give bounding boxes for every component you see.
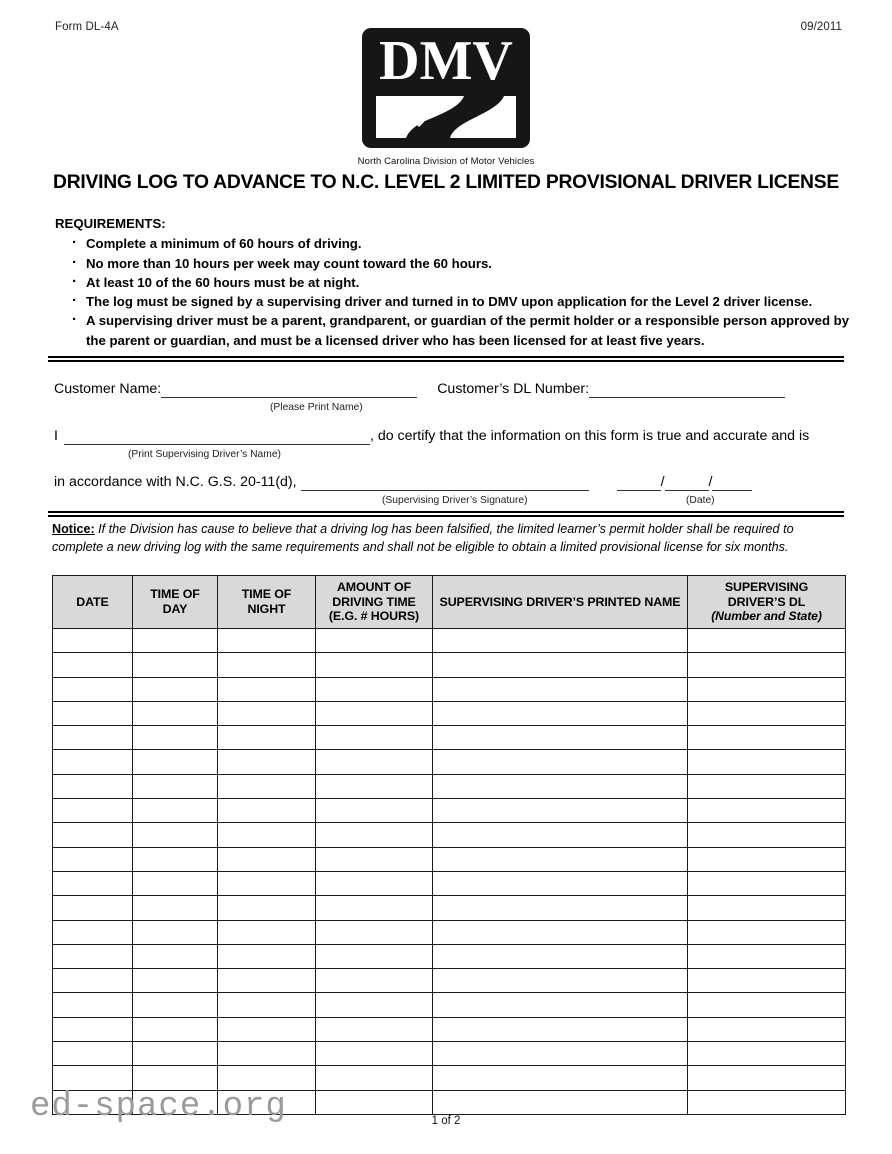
driving-log-table	[52, 575, 846, 1115]
log-cell[interactable]	[433, 774, 688, 798]
log-cell[interactable]	[53, 799, 133, 823]
log-cell[interactable]	[218, 823, 316, 847]
log-cell[interactable]	[316, 944, 433, 968]
log-cell[interactable]	[133, 653, 218, 677]
table-row	[53, 823, 846, 847]
column-header-supervising-driver-dl	[688, 576, 846, 629]
column-header-date	[53, 576, 133, 629]
log-cell[interactable]	[218, 969, 316, 993]
log-cell[interactable]	[53, 701, 133, 725]
table-row	[53, 677, 846, 701]
log-cell[interactable]	[688, 1017, 846, 1041]
customer-name-row	[54, 380, 785, 413]
requirements-list	[55, 234, 855, 350]
log-cell[interactable]	[316, 774, 433, 798]
table-row	[53, 799, 846, 823]
customer-name-sublabel: (Please Print Name)	[270, 402, 363, 413]
log-cell[interactable]	[218, 944, 316, 968]
divider-rule-mid	[48, 511, 844, 516]
log-cell[interactable]	[688, 1090, 846, 1114]
table-header	[53, 576, 846, 629]
log-cell[interactable]	[133, 799, 218, 823]
winding-road-icon	[376, 96, 516, 138]
header-line: DAY	[162, 602, 188, 616]
log-cell[interactable]	[218, 629, 316, 653]
dmv-logo-icon	[362, 28, 530, 148]
log-cell[interactable]	[688, 823, 846, 847]
dl-number-input[interactable]	[589, 382, 785, 398]
log-cell[interactable]	[433, 896, 688, 920]
date-separator-1: /	[660, 474, 665, 490]
table-row	[53, 629, 846, 653]
log-cell[interactable]	[218, 896, 316, 920]
site-watermark: ed-space.org	[30, 1088, 287, 1126]
log-cell[interactable]	[316, 969, 433, 993]
log-cell[interactable]	[53, 750, 133, 774]
page-indicator: 1 of 2	[431, 1115, 461, 1127]
log-cell[interactable]	[688, 1066, 846, 1090]
log-cell[interactable]	[433, 993, 688, 1017]
log-cell[interactable]	[316, 1090, 433, 1114]
log-cell[interactable]	[316, 1017, 433, 1041]
log-cell[interactable]	[688, 677, 846, 701]
log-cell[interactable]	[53, 823, 133, 847]
log-cell[interactable]	[53, 896, 133, 920]
log-cell[interactable]	[133, 847, 218, 871]
log-cell[interactable]	[218, 920, 316, 944]
logo-caption: North Carolina Division of Motor Vehicles	[357, 156, 535, 167]
log-cell[interactable]	[53, 653, 133, 677]
log-cell[interactable]	[133, 823, 218, 847]
dmv-wordmark: DMV	[379, 30, 513, 92]
header-line: DATE	[76, 594, 109, 609]
header-line: AMOUNT OF	[336, 580, 412, 595]
table-row	[53, 969, 846, 993]
log-cell[interactable]	[316, 993, 433, 1017]
log-cell[interactable]	[316, 726, 433, 750]
table-row	[53, 920, 846, 944]
log-cell[interactable]	[218, 774, 316, 798]
log-cell[interactable]	[433, 653, 688, 677]
log-cell[interactable]	[133, 969, 218, 993]
table-row	[53, 1066, 846, 1090]
log-cell[interactable]	[316, 1042, 433, 1066]
log-cell[interactable]	[433, 1017, 688, 1041]
requirement-item: · Complete a minimum of 60 hours of driving.	[55, 234, 855, 253]
header-line: SUPERVISING	[724, 580, 809, 595]
log-cell[interactable]	[133, 871, 218, 895]
revision-date: 09/2011	[800, 21, 842, 33]
log-cell[interactable]	[316, 1066, 433, 1090]
date-day-input[interactable]	[665, 475, 709, 491]
table-row	[53, 896, 846, 920]
log-cell[interactable]	[433, 677, 688, 701]
accordance-row	[54, 473, 752, 506]
log-cell[interactable]	[316, 920, 433, 944]
log-cell[interactable]	[133, 701, 218, 725]
log-cell[interactable]	[218, 847, 316, 871]
date-sublabel: (Date)	[686, 495, 715, 506]
log-cell[interactable]	[218, 993, 316, 1017]
header-line: SUPERVISING DRIVER’S PRINTED NAME	[439, 594, 681, 609]
header-line: TIME OF	[150, 587, 200, 602]
requirement-item: · The log must be signed by a supervising driver and turned in to DMV upon application for the Level 2 driver license.	[55, 292, 855, 311]
log-cell[interactable]	[218, 701, 316, 725]
log-cell[interactable]	[316, 847, 433, 871]
log-cell[interactable]	[688, 701, 846, 725]
table-row	[53, 1042, 846, 1066]
log-cell[interactable]	[688, 1042, 846, 1066]
log-cell[interactable]	[433, 799, 688, 823]
log-cell[interactable]	[53, 969, 133, 993]
table-row	[53, 871, 846, 895]
log-cell[interactable]	[53, 677, 133, 701]
log-cell[interactable]	[133, 774, 218, 798]
log-cell[interactable]	[316, 823, 433, 847]
log-cell[interactable]	[218, 677, 316, 701]
column-header-time-of-day	[133, 576, 218, 629]
table-row	[53, 993, 846, 1017]
signature-sublabel: (Supervising Driver’s Signature)	[382, 495, 528, 506]
log-cell[interactable]	[218, 1042, 316, 1066]
log-cell[interactable]	[53, 774, 133, 798]
date-separator-2: /	[708, 474, 713, 490]
requirements-section	[55, 214, 855, 350]
log-cell[interactable]	[433, 1066, 688, 1090]
certify-suffix: , do certify that the information on this form is true and accurate and is	[369, 428, 810, 444]
log-cell[interactable]	[133, 1042, 218, 1066]
log-cell[interactable]	[316, 629, 433, 653]
table-row	[53, 701, 846, 725]
log-cell[interactable]	[688, 653, 846, 677]
notice-paragraph	[52, 521, 846, 556]
table-row	[53, 1017, 846, 1041]
log-cell[interactable]	[433, 1090, 688, 1114]
accordance-prefix: in accordance with N.C. G.S. 20-11(d),	[54, 474, 297, 490]
log-cell[interactable]	[53, 629, 133, 653]
log-cell[interactable]	[53, 1017, 133, 1041]
log-cell[interactable]	[133, 750, 218, 774]
table-row	[53, 750, 846, 774]
log-cell[interactable]	[133, 629, 218, 653]
log-cell[interactable]	[218, 726, 316, 750]
log-cell[interactable]	[688, 871, 846, 895]
log-cell[interactable]	[433, 726, 688, 750]
log-cell[interactable]	[53, 993, 133, 1017]
header-line: NIGHT	[247, 602, 286, 616]
table-row	[53, 653, 846, 677]
log-cell[interactable]	[133, 677, 218, 701]
column-header-amount-of-driving-time	[316, 576, 433, 629]
log-cell[interactable]	[688, 629, 846, 653]
log-cell[interactable]	[133, 944, 218, 968]
log-cell[interactable]	[53, 726, 133, 750]
log-cell[interactable]	[688, 993, 846, 1017]
notice-label: Notice:	[52, 522, 95, 536]
log-cell[interactable]	[433, 969, 688, 993]
log-cell[interactable]	[53, 944, 133, 968]
log-cell[interactable]	[433, 871, 688, 895]
log-cell[interactable]	[133, 1066, 218, 1090]
supervising-signature-input[interactable]	[301, 475, 589, 491]
requirement-item: · No more than 10 hours per week may count toward the 60 hours.	[55, 254, 855, 273]
log-cell[interactable]	[433, 920, 688, 944]
log-cell[interactable]	[53, 1066, 133, 1090]
log-cell[interactable]	[133, 896, 218, 920]
log-cell[interactable]	[688, 750, 846, 774]
log-cell[interactable]	[53, 920, 133, 944]
dl-number-label: Customer’s DL Number:	[437, 381, 590, 397]
log-cell[interactable]	[133, 1017, 218, 1041]
column-header-time-of-night	[218, 576, 316, 629]
log-cell[interactable]	[688, 774, 846, 798]
log-cell[interactable]	[688, 896, 846, 920]
log-cell[interactable]	[688, 944, 846, 968]
requirement-item: · At least 10 of the 60 hours must be at night.	[55, 273, 855, 292]
header-line: TIME OF	[241, 587, 292, 602]
log-cell[interactable]	[218, 653, 316, 677]
customer-name-input[interactable]	[161, 382, 417, 398]
log-cell[interactable]	[218, 1017, 316, 1041]
log-cell[interactable]	[133, 726, 218, 750]
log-cell[interactable]	[316, 677, 433, 701]
log-cell[interactable]	[688, 726, 846, 750]
log-cell[interactable]	[688, 969, 846, 993]
log-cell[interactable]	[433, 750, 688, 774]
notice-text: If the Division has cause to believe that a driving log has been falsified, the limited learner’s permit holder shall be required to complete a new driving log with the same requirements and shall not be eligible to obtain a limited provisional license for six months.	[52, 522, 794, 554]
header-line-italic: (Number and State)	[711, 609, 822, 624]
log-cell[interactable]	[133, 993, 218, 1017]
log-cell[interactable]	[433, 847, 688, 871]
log-cell[interactable]	[316, 896, 433, 920]
column-header-supervising-driver-printed-name	[433, 576, 688, 629]
log-cell[interactable]	[218, 1066, 316, 1090]
log-cell[interactable]	[688, 847, 846, 871]
log-cell[interactable]	[433, 1042, 688, 1066]
requirement-item: · A supervising driver must be a parent, grandparent, or guardian of the permit holder or a responsible person approved by the parent or guardian, and must be a licensed driver who has been licensed for at least five years.	[55, 311, 855, 350]
log-cell[interactable]	[688, 799, 846, 823]
divider-rule-top	[48, 356, 844, 361]
table-header-row	[53, 576, 846, 629]
header-line: DRIVER’S DL	[727, 594, 806, 609]
log-cell[interactable]	[218, 750, 316, 774]
form-number: Form DL-4A	[55, 21, 119, 33]
log-cell[interactable]	[218, 871, 316, 895]
requirements-heading: REQUIREMENTS:	[55, 216, 166, 231]
certify-row	[54, 427, 810, 460]
date-year-input[interactable]	[712, 475, 752, 491]
log-cell[interactable]	[316, 799, 433, 823]
table-row	[53, 944, 846, 968]
log-cell[interactable]	[433, 944, 688, 968]
header-line: DRIVING TIME	[332, 594, 416, 609]
log-cell[interactable]	[433, 701, 688, 725]
customer-name-label: Customer Name:	[54, 381, 162, 397]
supervising-name-input[interactable]	[64, 429, 370, 445]
log-cell[interactable]	[316, 653, 433, 677]
log-cell[interactable]	[218, 799, 316, 823]
table-row	[53, 847, 846, 871]
log-cell[interactable]	[316, 701, 433, 725]
table-row	[53, 726, 846, 750]
log-cell[interactable]	[688, 920, 846, 944]
log-cell[interactable]	[433, 823, 688, 847]
log-cell[interactable]	[53, 1042, 133, 1066]
table-body	[53, 629, 846, 1115]
log-cell[interactable]	[316, 871, 433, 895]
log-cell[interactable]	[53, 847, 133, 871]
certify-prefix: I	[54, 428, 58, 444]
log-cell[interactable]	[133, 920, 218, 944]
log-cell[interactable]	[53, 871, 133, 895]
log-cell[interactable]	[433, 629, 688, 653]
page-title: DRIVING LOG TO ADVANCE TO N.C. LEVEL 2 LIMITED PROVISIONAL DRIVER LICENSE	[53, 172, 839, 193]
date-month-input[interactable]	[617, 475, 661, 491]
supervising-name-sublabel: (Print Supervising Driver’s Name)	[128, 449, 281, 460]
header-line: (E.G. # HOURS)	[328, 609, 420, 624]
dmv-logo-block	[0, 28, 892, 167]
table-row	[53, 774, 846, 798]
log-cell[interactable]	[316, 750, 433, 774]
